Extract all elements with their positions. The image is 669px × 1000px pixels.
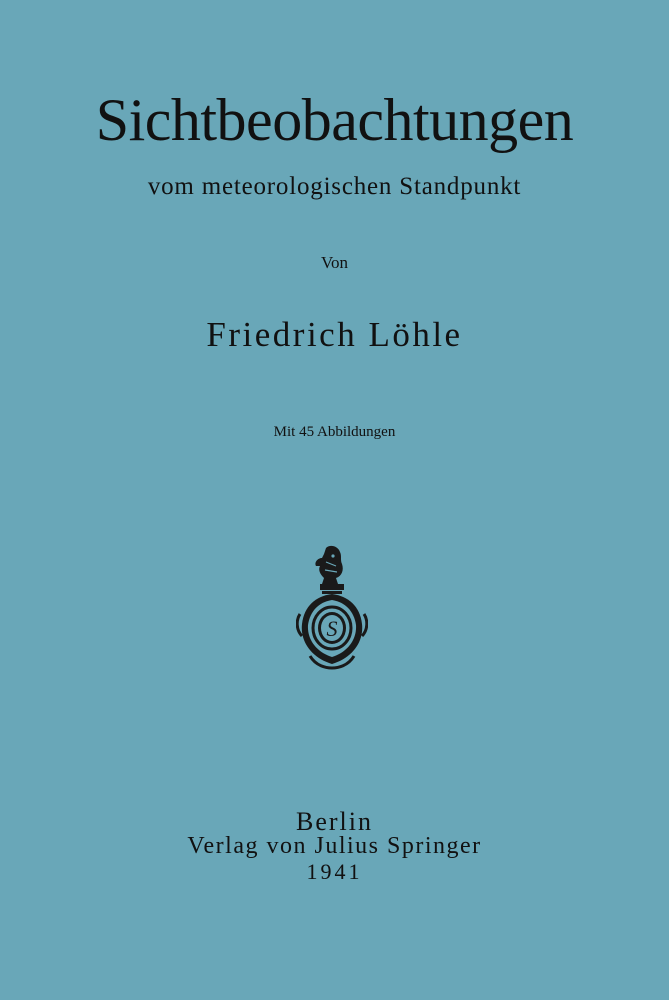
- imprint-publisher: Verlag von Julius Springer: [187, 833, 482, 859]
- imprint-city: Berlin: [296, 807, 373, 836]
- author-name: Friedrich Löhle: [206, 315, 463, 354]
- emblem-letter: S: [326, 616, 338, 641]
- book-title: Sichtbeobachtungen: [95, 87, 574, 153]
- illustrations-note: Mit 45 Abbildungen: [273, 424, 396, 440]
- springer-knight-emblem-icon: [296, 544, 368, 670]
- by-label: Von: [320, 253, 349, 272]
- imprint-year: 1941: [306, 859, 363, 884]
- book-subtitle: vom meteorologischen Standpunkt: [147, 173, 522, 200]
